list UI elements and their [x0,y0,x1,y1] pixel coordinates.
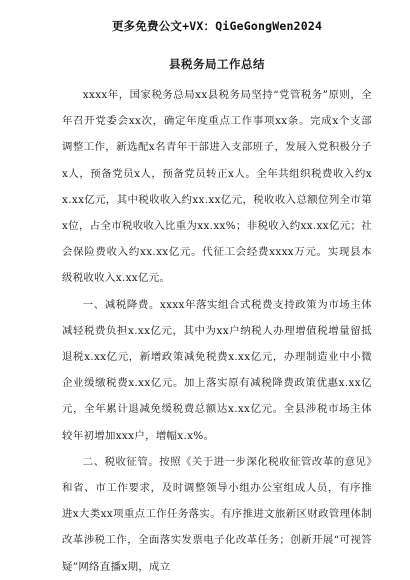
paragraph-tax-administration: 二、税收征管。按照《关于进一步深化税收征管改革的意见》和省、市工作要求，及时调整领导小组办公室组成人员，有序推进x大类xx项重点工作任务落实。有序推进文旅新区财政管理体制改革涉税工作，全面落实发票电子化改革任务；创新开展“可视答疑”网络直播x期，成立 [62,455,372,573]
paragraph-tax-reduction: 一、减税降费。xxxx年落实组合式税费支持政策为市场主体减轻税费负担x.xx亿元，其中为xx户纳税人办理增值税增量留抵退税x.xx亿元，新增政策减免税费x.xx亿元，办理制造业中小微企业缓缴税费x.xx亿元。加上落实原有减税降费政策优惠x.xx亿元，全年累计退减免缓税费总额达x.xx亿元。全县涉税市场主体较年初增加xxx户，增幅x.x%。 [62,298,372,442]
document-title: 县税务局工作总结 [169,57,265,71]
paragraph-intro: xxxx年，国家税务总局xx县税务局坚持“党管税务”原则，全年召开党委会xx次，确定年度重点工作事项xx条。完成x个支部调整工作，新选配x名青年干部进入支部班子，发展入党积极分子x人，预备党员x人，预备党员转正x人。全年共组织税费收入约xx.xx亿元，其中税收收入约xx.xx亿元，税收收入总额位列全市第x位，占全市税收收入比重为xx.xx%；非税收入约xx.xx亿元；社会保险费收入约xx.xx亿元。代征工会经费xxxx万元。实现县本级税收收入x.xx亿元。 [62,89,372,285]
page-header: 更多免费公文+VX：QiGeGongWen2024 [111,19,323,33]
